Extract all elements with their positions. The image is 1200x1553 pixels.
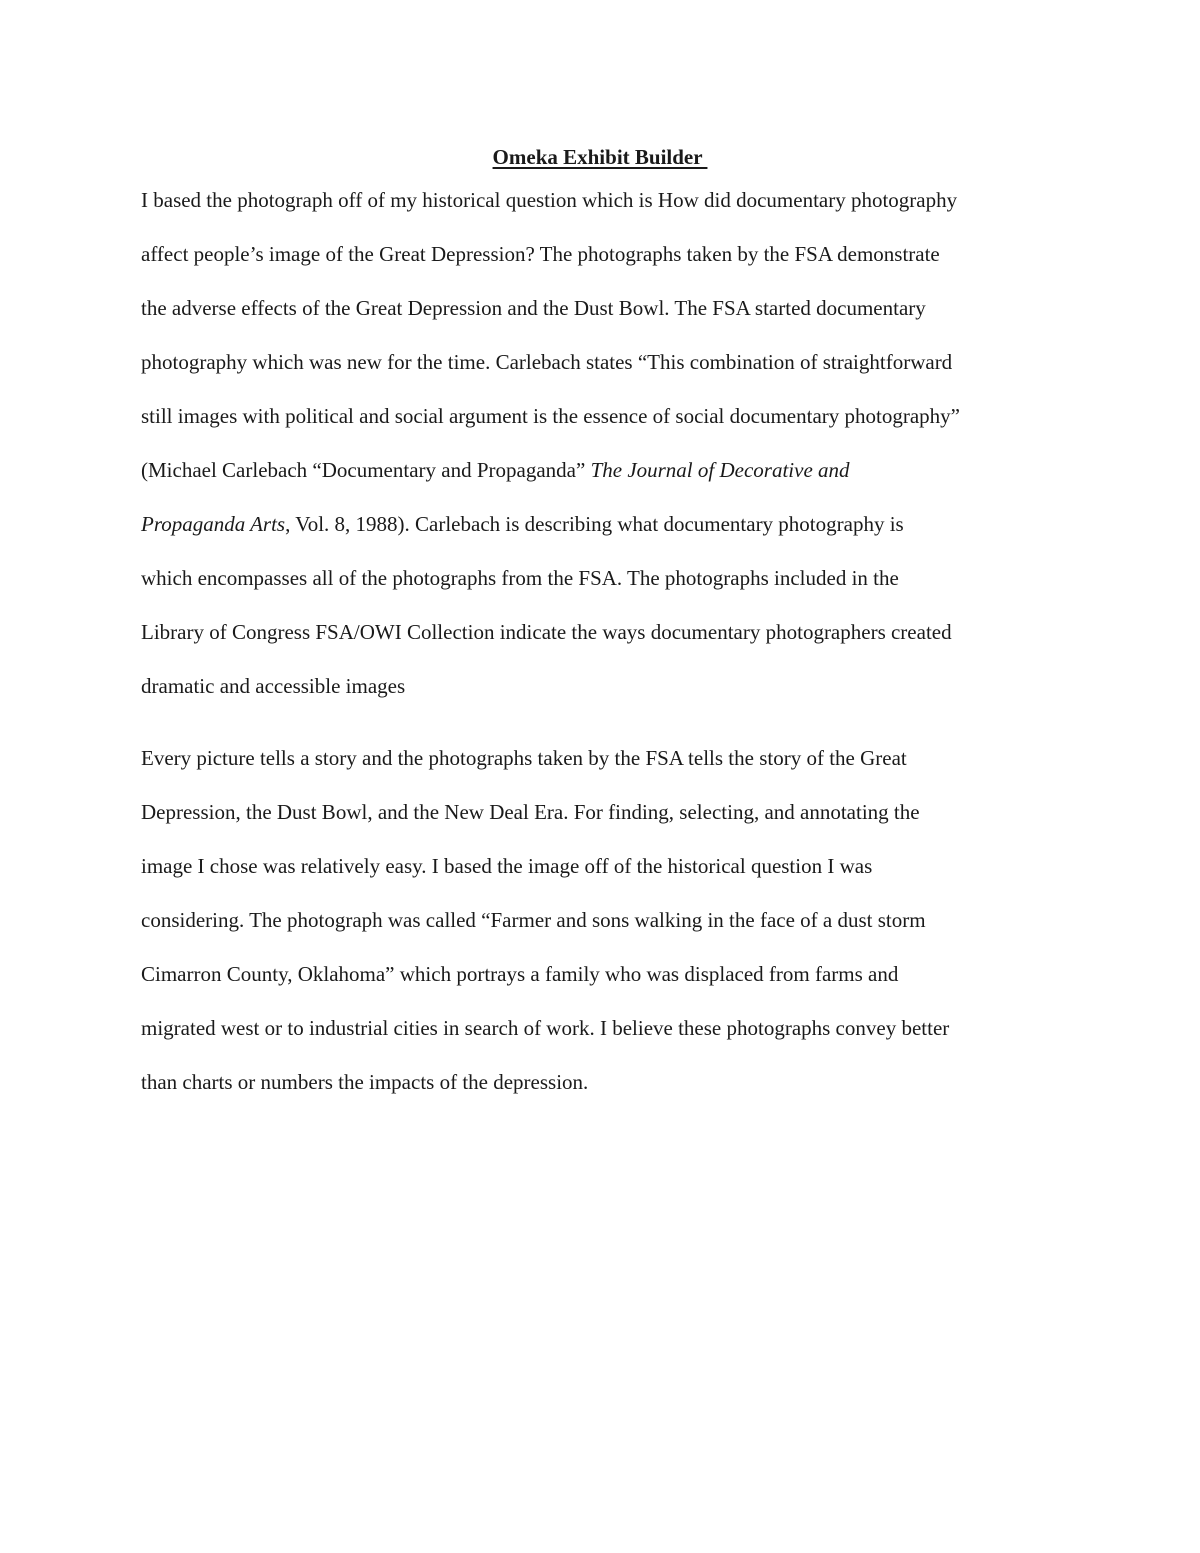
paragraph-line: Depression, the Dust Bowl, and the New Deal Era. For finding, selecting, and annotating the: [141, 800, 920, 824]
paragraph-line: photography which was new for the time. Carlebach states “This combination of straightforward: [141, 350, 953, 374]
paragraph-line: [141, 510, 1071, 564]
journal-title-italic: The Journal of Decorative and: [590, 458, 850, 482]
paragraph-line: still images with political and social argument is the essence of social documentary photography”: [141, 404, 960, 428]
paragraph-line: Cimarron County, Oklahoma” which portrays a family who was displaced from farms and: [141, 962, 899, 986]
paragraph-line: I based the photograph off of my historical question which is How did documentary photography: [141, 188, 958, 212]
journal-title-italic: Propaganda Arts: [141, 512, 286, 536]
paragraph-line: considering. The photograph was called “Farmer and sons walking in the face of a dust storm: [141, 908, 926, 932]
paragraph-line: the adverse effects of the Great Depression and the Dust Bowl. The FSA started documentary: [141, 296, 926, 320]
paragraph-1: [141, 186, 1071, 726]
document-title: Omeka Exhibit Builder: [492, 145, 708, 169]
paragraph-line: which encompasses all of the photographs from the FSA. The photographs included in the: [141, 566, 899, 590]
citation-text: , Vol. 8, 1988). Carlebach is describing what documentary photography is: [285, 512, 904, 536]
paragraph-2: [141, 744, 1071, 1122]
citation-text: (Michael Carlebach “Documentary and Propaganda”: [141, 458, 591, 482]
paragraph-line: migrated west or to industrial cities in search of work. I believe these photographs convey better: [141, 1016, 950, 1040]
paragraph-line: image I chose was relatively easy. I based the image off of the historical question I was: [141, 854, 873, 878]
paragraph-line: affect people’s image of the Great Depression? The photographs taken by the FSA demonstrate: [141, 242, 940, 266]
paragraph-line: dramatic and accessible images: [141, 674, 406, 698]
paragraph-line: [141, 456, 1071, 510]
paragraph-line: than charts or numbers the impacts of the depression.: [141, 1070, 589, 1094]
paragraph-line: Every picture tells a story and the photographs taken by the FSA tells the story of the Great: [141, 746, 907, 770]
paragraph-line: Library of Congress FSA/OWI Collection indicate the ways documentary photographers created: [141, 620, 952, 644]
